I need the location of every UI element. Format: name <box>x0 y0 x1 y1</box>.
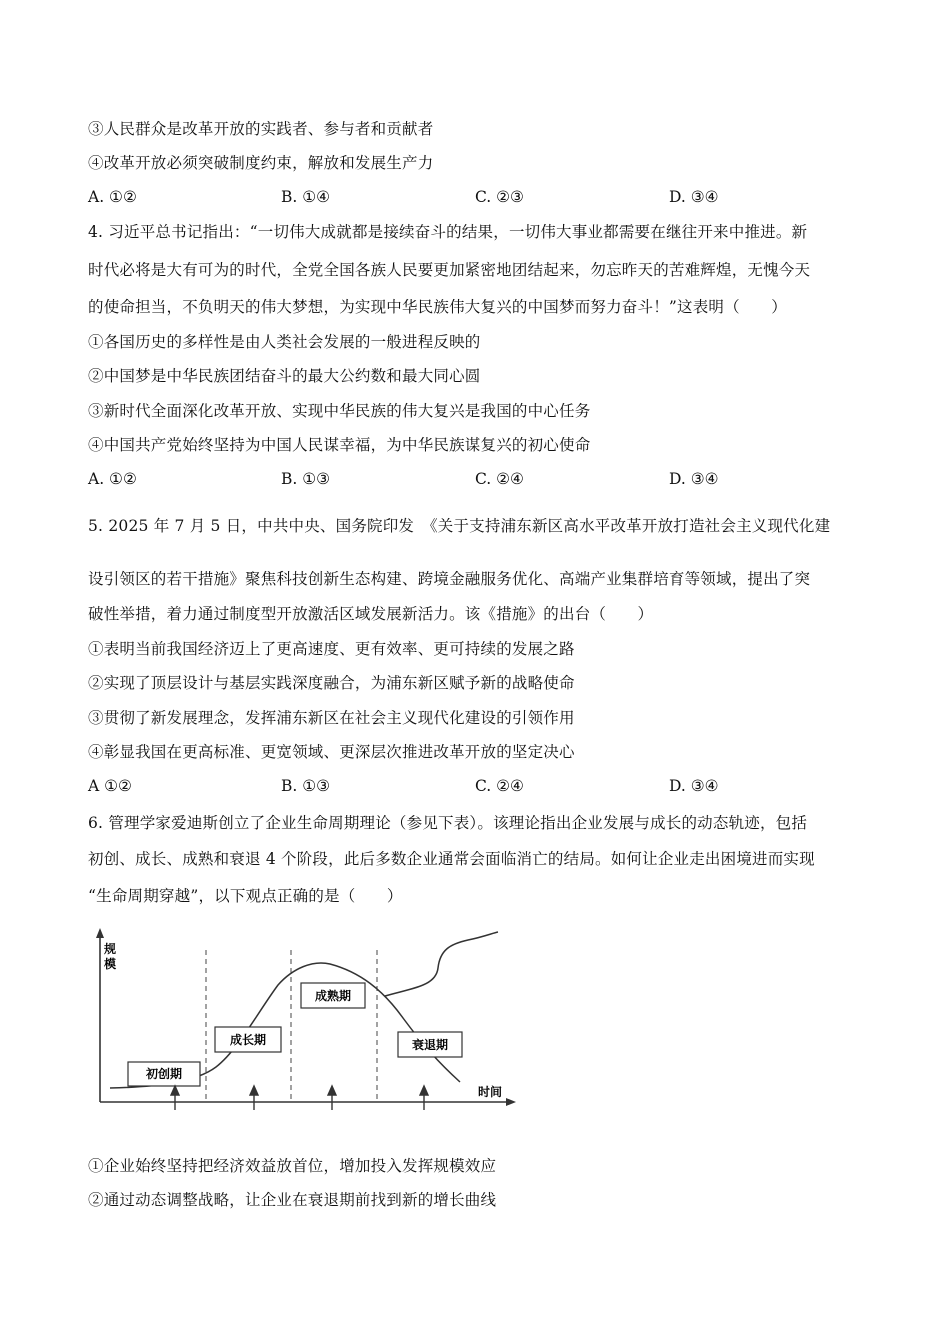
q4-option-a[interactable]: A. ①② <box>88 470 137 488</box>
y-axis-label: 规模 <box>104 942 117 971</box>
q5-statement-4: ④彰显我国在更高标准、更宽领域、更深层次推进改革开放的坚定决心 <box>88 743 575 761</box>
stage-label-growth: 成长期 <box>229 1033 267 1047</box>
q5-statement-1: ①表明当前我国经济迈上了更高速度、更有效率、更可持续的发展之路 <box>88 640 575 658</box>
q4-statement-1: ①各国历史的多样性是由人类社会发展的一般进程反映的 <box>88 333 481 351</box>
q4-statement-2: ②中国梦是中华民族团结奋斗的最大公约数和最大同心圆 <box>88 367 481 385</box>
q4-stem-line-2: 时代必将是大有可为的时代，全党全国各族人民要更加紧密地团结起来，勿忘昨天的苦难辉煌，无愧今天 <box>88 261 811 279</box>
q5-option-b[interactable]: B. ①③ <box>281 777 331 795</box>
q3-option-d[interactable]: D. ③④ <box>669 188 719 206</box>
q6-stem-line-3: “生命周期穿越”，以下观点正确的是（ ） <box>88 887 403 905</box>
lifecycle-figure <box>88 920 528 1120</box>
second-growth-curve <box>385 932 498 996</box>
q5-option-d[interactable]: D. ③④ <box>669 777 719 795</box>
q4-stem-line-3: 的使命担当，不负明天的伟大梦想，为实现中华民族伟大复兴的中国梦而努力奋斗！”这表明（ ） <box>88 298 787 316</box>
q5-statement-2: ②实现了顶层设计与基层实践深度融合，为浦东新区赋予新的战略使命 <box>88 674 575 692</box>
x-axis-label: 时间 <box>478 1085 503 1099</box>
q5-option-a[interactable]: A ①② <box>88 777 132 795</box>
q4-statement-4: ④中国共产党始终坚持为中国人民谋幸福，为中华民族谋复兴的初心使命 <box>88 436 591 454</box>
lifecycle-diagram <box>88 920 528 1120</box>
q4-option-c[interactable]: C. ②④ <box>475 470 524 488</box>
y-axis-arrow-icon <box>96 928 104 938</box>
q4-option-b[interactable]: B. ①③ <box>281 470 331 488</box>
q4-statement-3: ③新时代全面深化改革开放、实现中华民族的伟大复兴是我国的中心任务 <box>88 402 591 420</box>
q3-statement-3: ③人民群众是改革开放的实践者、参与者和贡献者 <box>88 120 434 138</box>
stage-label-startup: 初创期 <box>145 1067 183 1081</box>
q5-option-c[interactable]: C. ②④ <box>475 777 524 795</box>
q3-option-b[interactable]: B. ①④ <box>281 188 331 206</box>
q5-stem-line-2: 设引领区的若干措施》聚焦科技创新生态构建、跨境金融服务优化、高端产业集群培育等领域，提出了突 <box>88 570 811 588</box>
stage-label-decline: 衰退期 <box>411 1038 449 1052</box>
q5-stem-line-3: 破性举措，着力通过制度型开放激活区域发展新活力。该《措施》的出台（ ） <box>88 605 654 623</box>
q6-stem-line-2: 初创、成长、成熟和衰退 4 个阶段，此后多数企业通常会面临消亡的结局。如何让企业走出困境进而实现 <box>88 850 815 868</box>
q4-stem-line-1: 4. 习近平总书记指出：“一切伟大成就都是接续奋斗的结果，一切伟大事业都需要在继往开来中推进。新 <box>88 223 808 241</box>
q6-statement-2: ②通过动态调整战略，让企业在衰退期前找到新的增长曲线 <box>88 1191 497 1209</box>
q5-statement-3: ③贯彻了新发展理念，发挥浦东新区在社会主义现代化建设的引领作用 <box>88 709 575 727</box>
q3-statement-4: ④改革开放必须突破制度约束，解放和发展生产力 <box>88 154 434 172</box>
q3-option-a[interactable]: A. ①② <box>88 188 137 206</box>
q5-stem-line-1: 5. 2025 年 7 月 5 日，中共中央、国务院印发 《关于支持浦东新区高水平改革开放打造社会主义现代化建 <box>88 517 831 535</box>
q3-option-c[interactable]: C. ②③ <box>475 188 524 206</box>
q6-statement-1: ①企业始终坚持把经济效益放首位，增加投入发挥规模效应 <box>88 1157 497 1175</box>
stage-label-maturity: 成熟期 <box>314 989 352 1003</box>
q4-option-d[interactable]: D. ③④ <box>669 470 719 488</box>
x-axis-arrow-icon <box>506 1098 516 1106</box>
time-arrows <box>171 1086 428 1110</box>
q6-stem-line-1: 6. 管理学家爱迪斯创立了企业生命周期理论（参见下表）。该理论指出企业发展与成长的动态轨迹，包括 <box>88 814 808 832</box>
